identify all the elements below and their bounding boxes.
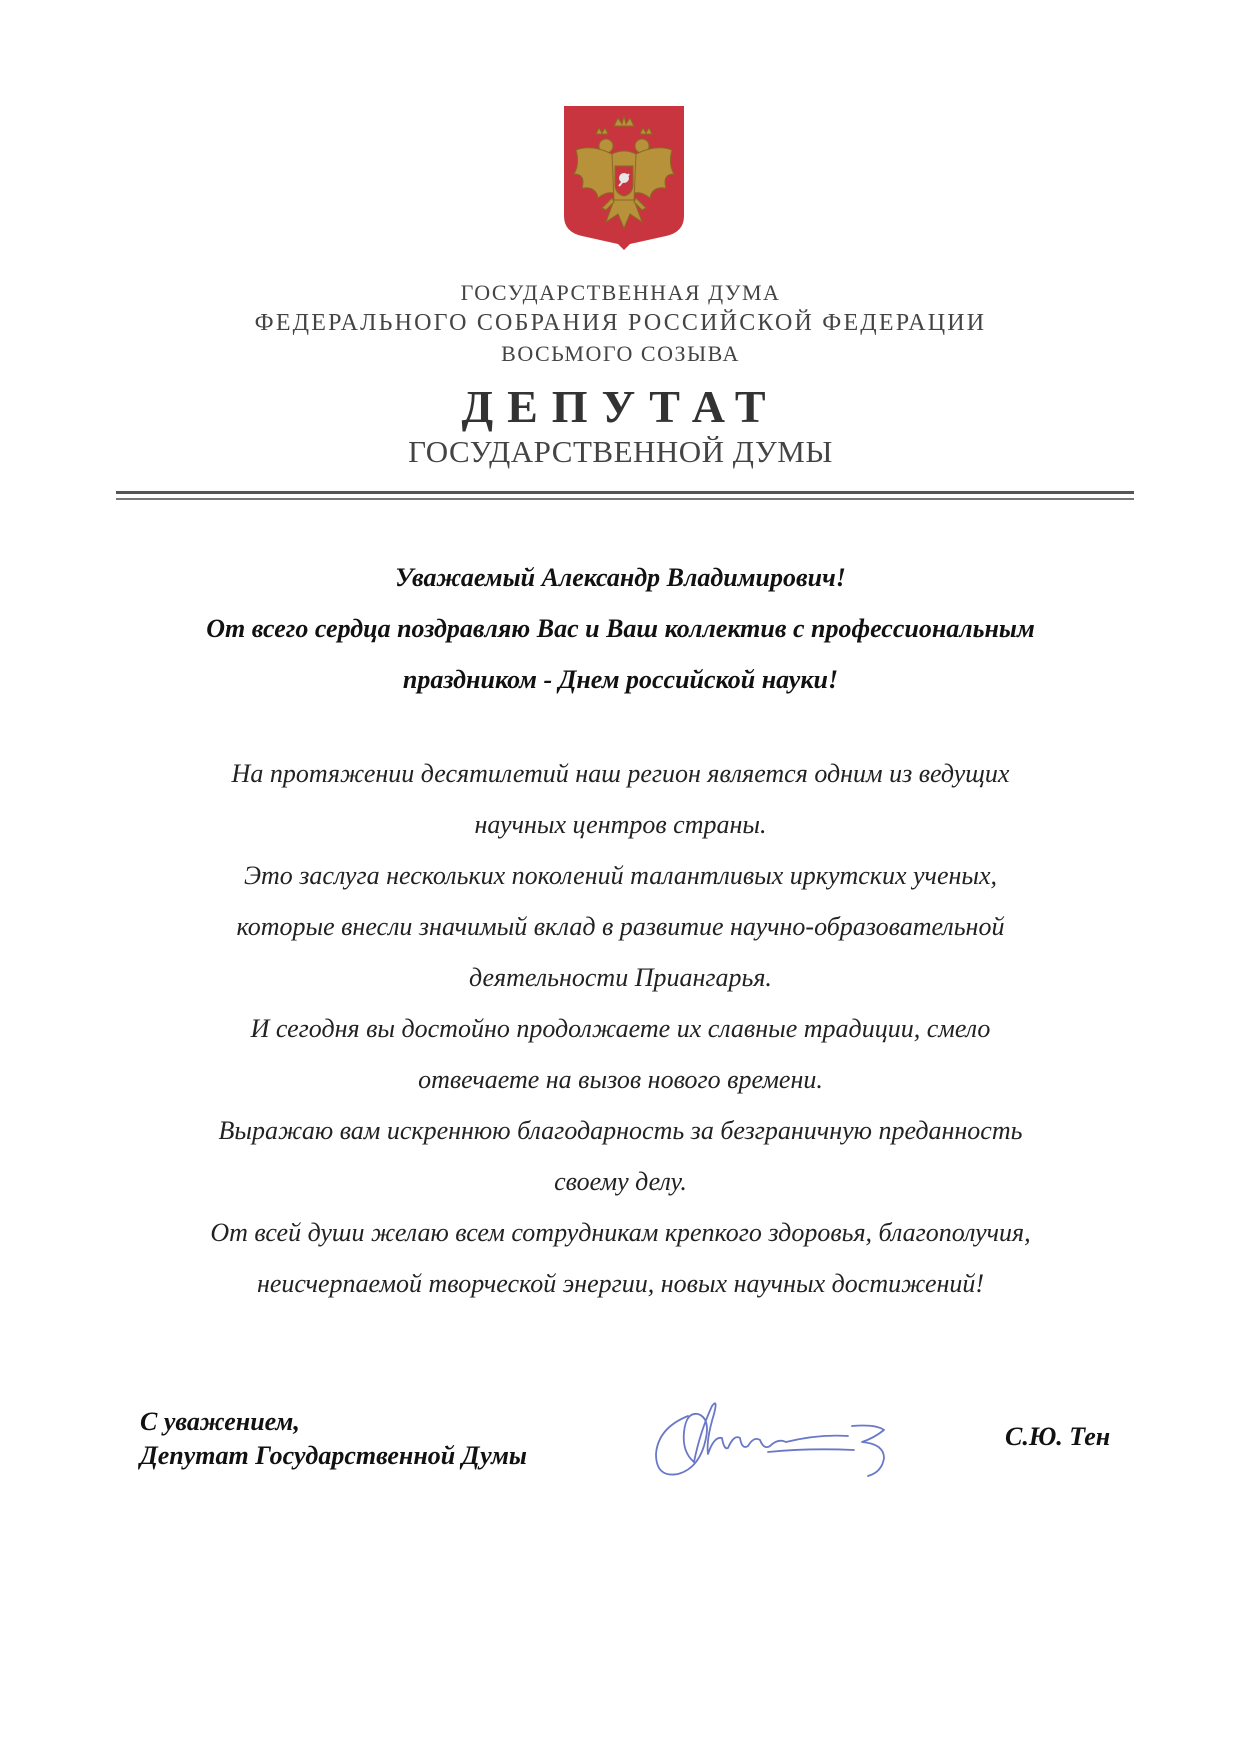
coat-of-arms-emblem xyxy=(562,104,686,250)
org-line-1: ГОСУДАРСТВЕННАЯ ДУМА xyxy=(460,280,781,305)
body-line: От всей души желаю всем сотрудникам крепкого здоровья, благополучия, xyxy=(210,1218,1031,1247)
greeting-line: Уважаемый Александр Владимирович! xyxy=(395,563,846,592)
body-line: И сегодня вы достойно продолжаете их славные традиции, смело xyxy=(250,1014,991,1043)
closing-line-2: Депутат Государственной Думы xyxy=(140,1441,527,1470)
body-line: Выражаю вам искреннюю благодарность за безграничную преданность xyxy=(218,1116,1023,1145)
handwritten-signature xyxy=(648,1392,903,1492)
body-line: Это заслуга нескольких поколений талантливых иркутских ученых, xyxy=(243,861,998,890)
body-line: На протяжении десятилетий наш регион является одним из ведущих xyxy=(231,759,1010,788)
body-line: которые внесли значимый вклад в развитие научно-образовательной xyxy=(236,912,1005,941)
body-line: отвечаете на вызов нового времени. xyxy=(418,1065,823,1094)
header-rule-thick xyxy=(116,491,1134,494)
greeting-line: праздником - Днем российской науки! xyxy=(402,665,839,694)
greeting-line: От всего сердца поздравляю Вас и Ваш коллектив с профессиональным xyxy=(206,614,1035,643)
body-line: деятельности Приангарья. xyxy=(469,963,772,992)
deputy-subtitle: ГОСУДАРСТВЕННОЙ ДУМЫ xyxy=(408,434,833,469)
body-line: научных центров страны. xyxy=(474,810,767,839)
body-line: своему делу. xyxy=(554,1167,687,1196)
closing-line-1: С уважением, xyxy=(140,1407,300,1436)
org-line-3: ВОСЬМОГО СОЗЫВА xyxy=(501,341,740,366)
closing-block xyxy=(140,1405,527,1473)
header-rule-thin xyxy=(116,498,1134,500)
deputy-title: ДЕПУТАТ xyxy=(461,381,780,432)
body-line: неисчерпаемой творческой энергии, новых научных достижений! xyxy=(256,1269,985,1298)
org-line-2: ФЕДЕРАЛЬНОГО СОБРАНИЯ РОССИЙСКОЙ ФЕДЕРАЦИИ xyxy=(254,310,987,336)
signer-name: С.Ю. Тен xyxy=(1005,1422,1111,1451)
greeting-block xyxy=(100,552,1141,705)
letter-body xyxy=(100,748,1141,1309)
